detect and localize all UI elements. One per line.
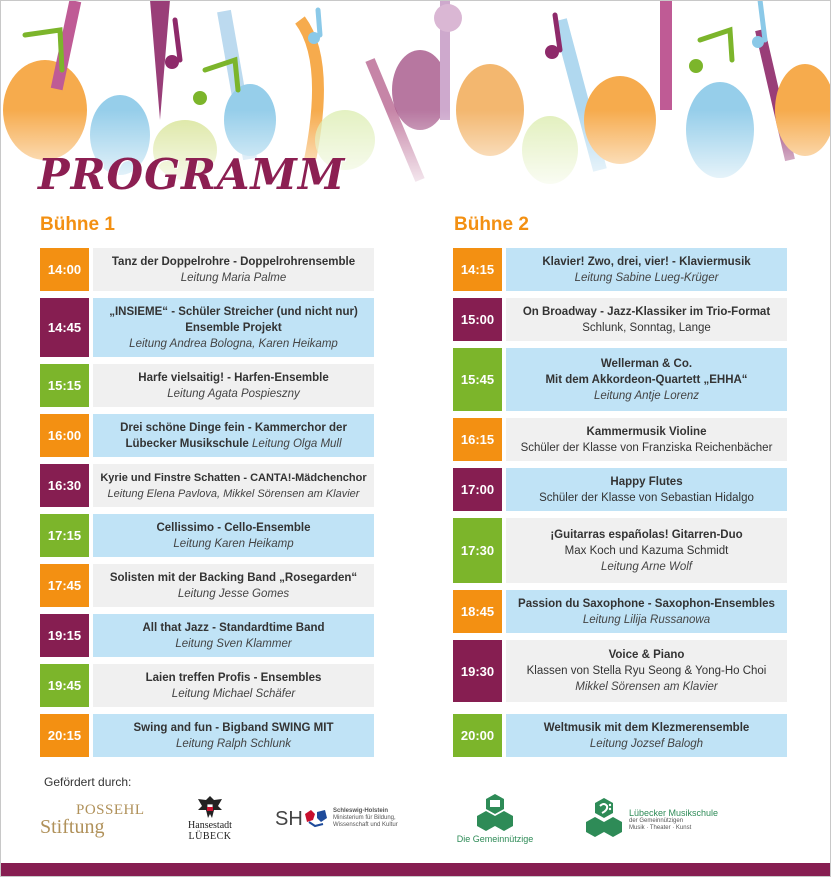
event-info [506, 248, 787, 291]
schedule-row [453, 468, 787, 511]
event-info [506, 518, 787, 583]
schedule-row [453, 714, 787, 757]
event-performers: Schlunk, Sonntag, Lange [582, 321, 711, 334]
event-info [93, 364, 374, 407]
time-badge: 16:15 [453, 418, 502, 461]
schedule-row [40, 514, 374, 557]
event-performers: Max Koch und Kazuma Schmidt [564, 544, 729, 557]
time-badge: 20:15 [40, 714, 89, 757]
event-title: Solisten mit der Backing Band „Rosegarden“ [109, 571, 358, 584]
event-info [506, 298, 787, 341]
event-info [93, 564, 374, 607]
event-info [93, 714, 374, 757]
schedule-row [453, 348, 787, 411]
time-badge: 15:15 [40, 364, 89, 407]
event-leader: Leitung Andrea Bologna, Karen Heikamp [129, 337, 338, 350]
honeycomb-icon [475, 792, 515, 832]
schedule-row [40, 298, 374, 357]
page-title: PROGRAMM [38, 150, 346, 199]
event-performers: Schüler der Klasse von Franziska Reichenbächer [520, 441, 773, 454]
event-title: Klavier! Zwo, drei, vier! - Klaviermusik [542, 255, 751, 268]
schedule-row [40, 414, 374, 457]
time-badge: 19:15 [40, 614, 89, 657]
time-badge: 16:30 [40, 464, 89, 507]
event-title: Kammermusik Violine [586, 425, 707, 438]
event-info [93, 614, 374, 657]
sh-abbr: SH [275, 808, 303, 830]
bass-clef-honeycomb-icon [583, 796, 625, 840]
sponsor-logos [0, 790, 831, 850]
time-badge: 17:30 [453, 518, 502, 583]
event-info [93, 464, 374, 507]
event-info [506, 418, 787, 461]
event-title: On Broadway - Jazz-Klassiker im Trio-Format [522, 305, 771, 318]
time-badge: 17:15 [40, 514, 89, 557]
event-title: Harfe vielsaitig! - Harfen-Ensemble [138, 371, 329, 384]
possehl-line1: POSSEHL [76, 802, 145, 818]
event-title: „INSIEME“ - Schüler Streicher (und nicht nur) [109, 305, 358, 318]
event-leader: Leitung Olga Mull [252, 437, 342, 450]
event-title: Weltmusik mit dem Klezmerensemble [543, 721, 750, 734]
schedule-row [40, 248, 374, 291]
event-leader: Leitung Sabine Lueg-Krüger [574, 271, 719, 284]
event-leader: Leitung Maria Palme [180, 271, 287, 284]
event-info [506, 714, 787, 757]
schedule-row [453, 298, 787, 341]
sh-logo [275, 808, 410, 838]
schedule-row [453, 418, 787, 461]
sh-line2: Ministerium für Bildung, [333, 815, 396, 821]
event-title-line2: Lübecker Musikschule [125, 437, 249, 450]
schedule-row [40, 364, 374, 407]
luebeck-logo [180, 794, 240, 850]
gemeinnuetzige-logo [450, 792, 540, 850]
event-leader: Leitung Ralph Schlunk [175, 737, 292, 750]
time-badge: 16:00 [40, 414, 89, 457]
gemeinnuetzige-name: Die Gemeinnützige [456, 834, 534, 844]
event-info [506, 348, 787, 411]
event-leader: Leitung Antje Lorenz [593, 389, 700, 402]
event-leader: Leitung Agata Pospieszny [167, 387, 300, 400]
footer-bar [0, 863, 831, 877]
event-leader: Leitung Karen Heikamp [173, 537, 294, 550]
event-title: Kyrie und Finstre Schatten - CANTA!-Mädchenchor [100, 471, 367, 484]
event-title: ¡Guitarras españolas! Gitarren-Duo [550, 528, 743, 541]
stage2-title: Bühne 2 [454, 214, 529, 235]
event-info [93, 248, 374, 291]
schedule-row [40, 464, 374, 507]
event-leader: Leitung Sven Klammer [175, 637, 292, 650]
event-title: Passion du Saxophone - Saxophon-Ensembles [518, 597, 775, 610]
sh-line1: Schleswig-Holstein [333, 808, 389, 814]
musikschule-line2: der Gemeinnützigen [629, 818, 684, 824]
time-badge: 18:45 [453, 590, 502, 633]
time-badge: 14:00 [40, 248, 89, 291]
event-title: Voice & Piano [608, 649, 685, 661]
event-performers: Schüler der Klasse von Sebastian Hidalgo [539, 491, 754, 504]
event-info [93, 298, 374, 357]
sponsor-label: Gefördert durch: [44, 775, 132, 789]
schedule-row [40, 564, 374, 607]
schedule-row [40, 664, 374, 707]
possehl-line2: Stiftung [40, 816, 105, 838]
event-leader: Leitung Arne Wolf [601, 560, 692, 573]
time-badge: 15:45 [453, 348, 502, 411]
event-title-line2: Mit dem Akkordeon-Quartett „EHHA“ [545, 373, 748, 386]
event-leader: Mikkel Sörensen am Klavier [575, 681, 718, 693]
schedule-row [453, 518, 787, 583]
event-info [506, 640, 787, 702]
schedule-row [453, 590, 787, 633]
event-info [93, 414, 374, 457]
event-leader: Leitung Jesse Gomes [177, 587, 290, 600]
event-leader: Leitung Lilija Russanowa [582, 613, 711, 626]
event-title: Tanz der Doppelrohre - Doppelrohrensemble [111, 255, 356, 268]
event-leader: Leitung Elena Pavlova, Mikkel Sörensen am Klavier [107, 487, 360, 500]
schedule-row [453, 248, 787, 291]
event-info [93, 664, 374, 707]
event-info [506, 590, 787, 633]
event-title-line2: Ensemble Projekt [185, 321, 282, 334]
schedule-row [453, 640, 787, 702]
event-leader: Leitung Jozsef Balogh [589, 737, 704, 750]
schedule-row [40, 714, 374, 757]
eagle-crest-icon [196, 794, 224, 820]
event-title: All that Jazz - Standardtime Band [142, 621, 325, 634]
time-badge: 17:45 [40, 564, 89, 607]
time-badge: 19:45 [40, 664, 89, 707]
event-info [93, 514, 374, 557]
time-badge: 17:00 [453, 468, 502, 511]
event-title: Cellissimo - Cello-Ensemble [156, 521, 311, 534]
schedule-row [40, 614, 374, 657]
luebeck-line1: Hansestadt [188, 820, 232, 831]
musikschule-line3: Musik · Theater · Kunst [629, 825, 692, 831]
lion-crest-icon [303, 808, 329, 830]
event-title: Swing and fun - Bigband SWING MIT [133, 721, 334, 734]
time-badge: 20:00 [453, 714, 502, 757]
event-leader: Leitung Michael Schäfer [171, 687, 296, 700]
event-title: Wellerman & Co. [600, 357, 693, 370]
time-badge: 19:30 [453, 640, 502, 702]
event-title: Laien treffen Profis - Ensembles [145, 671, 322, 684]
musikschule-line1: Lübecker Musikschule [629, 808, 719, 818]
sh-line3: Wissenschaft und Kultur [333, 822, 398, 828]
luebeck-line2: LÜBECK [188, 831, 232, 842]
time-badge: 14:45 [40, 298, 89, 357]
time-badge: 14:15 [453, 248, 502, 291]
event-info [506, 468, 787, 511]
event-performers: Klassen von Stella Ryu Seong & Yong-Ho Choi [526, 665, 767, 677]
possehl-logo [40, 800, 150, 844]
musikschule-logo [583, 796, 733, 846]
stage1-title: Bühne 1 [40, 214, 115, 235]
time-badge: 15:00 [453, 298, 502, 341]
event-title: Drei schöne Dinge fein - Kammerchor der [120, 421, 347, 434]
event-title: Happy Flutes [610, 475, 683, 488]
